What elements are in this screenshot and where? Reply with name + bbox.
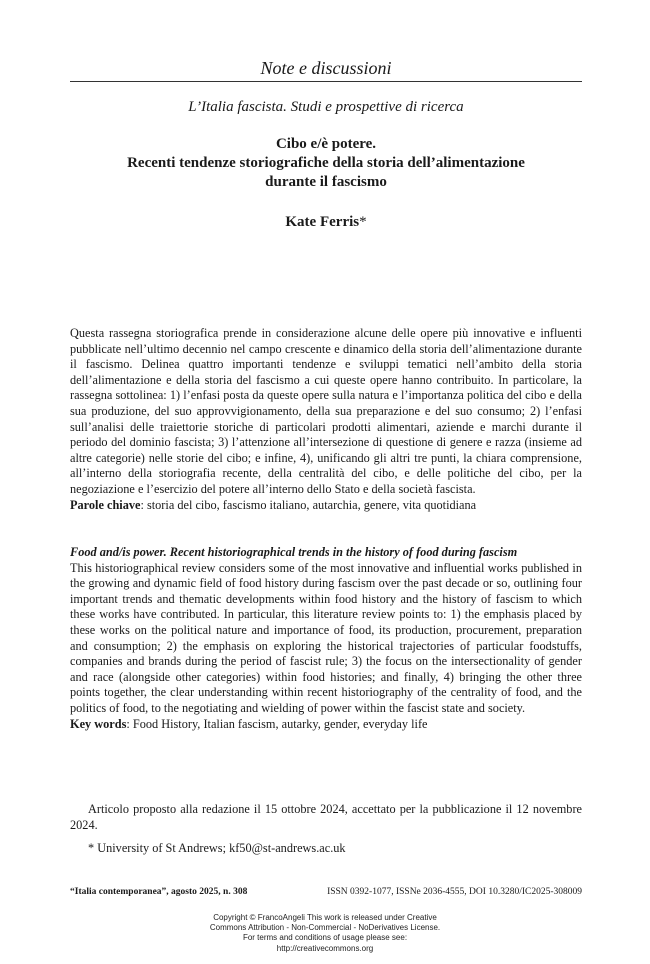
author-affiliation: * University of St Andrews; kf50@st-andrews.ac.uk (88, 841, 346, 856)
english-title: Food and/is power. Recent historiographical trends in the history of food during fascism (70, 545, 518, 559)
title-line-2: Recenti tendenze storiografiche della storia dell’alimentazione (127, 155, 525, 171)
keywords-italian-label: Parole chiave (70, 497, 141, 512)
keywords-english-values: : Food History, Italian fascism, autarky, gender, everyday life (126, 716, 428, 731)
license-line-2: Commons Attribution - Non-Commercial - NoDerivatives License. (209, 923, 441, 933)
section-heading: Note e discussioni (260, 58, 392, 78)
header-rule (70, 81, 582, 82)
journal-identifiers: ISSN 0392-1077, ISSNe 2036-4555, DOI 10.3280/IC2025-308009 (327, 887, 582, 897)
license-notice (125, 913, 525, 954)
title-line-3: durante il fascismo (265, 174, 387, 190)
journal-footer (70, 886, 582, 898)
keywords-italian (70, 498, 582, 514)
abstract-english-text: This historiographical review considers some of the most innovative and influential works published in the growing and dynamic field of food history during fascism over the past decade or so, outlining four important trends and thematic developments within food history and the history of fascism to which these works have contributed. In particular, this literature review points to: 1) the emphasis placed by these works on the political nature and importance of food, its production, procurement, preparation and consumption; 2) the emphasis on exploring the historical trajectories of particular foodstuffs, companies and brands during the period of fascist rule; 3) the focus on the intersectionality of gender and race (alongside other categories) within food histories; and finally, 4) bringing the other three points together, the clear understanding within recent historiography of the centrality of food, and the politics of food, to the negotiating and wielding of power within the fascist state and society. (70, 560, 582, 715)
author-footnote-mark[interactable]: * (359, 214, 367, 230)
series-title: L’Italia fascista. Studi e prospettive di ricerca (188, 99, 464, 115)
abstract-italian (70, 326, 582, 513)
journal-issue: “Italia contemporanea”, agosto 2025, n. 308 (70, 887, 248, 897)
abstract-italian-text: Questa rassegna storiografica prende in considerazione alcune delle opere più innovative e influenti pubblicate nell’ultimo decennio nel campo crescente e dinamico della storia dell’alimentazione durante il fascismo. Delinea quattro importanti tendenze e sviluppi tematici nell’ambito della storia dell’alimentazione e della storia del fascismo a cui queste opere hanno contribuito. In particolare, la rassegna sottolinea: 1) l’enfasi posta da queste opere sulla natura e l’importanza politica del cibo e della sua produzione, del suo approvvigionamento, della sua preparazione e del suo consumo; 2) l’enfasi sull’analisi delle traiettorie storiche di particolari prodotti alimentari, aziende e marchi durante il periodo del dominio fascista; 3) l’attenzione all’intersezione di questione di genere e razza (insieme ad altre categorie) nelle storie del cibo; e infine, 4), unificando gli altri tre punti, la chiara comprensione, all’interno della storiografia recente, della centralità del cibo, e delle politiche del cibo, per la negoziazione e l’esercizio del potere all’interno dello Stato e della società fascista. (70, 326, 582, 496)
article-author (70, 212, 582, 232)
article-title (70, 135, 582, 192)
keywords-english-label: Key words (70, 716, 127, 731)
license-line-3: For terms and conditions of usage please see: (242, 933, 408, 943)
title-line-1: Cibo e/è potere. (275, 136, 377, 152)
footnotes (70, 802, 582, 857)
keywords-italian-values: : storia del cibo, fascismo italiano, autarchia, genere, vita quotidiana (140, 497, 477, 512)
license-link[interactable]: http://creativecommons.org (276, 943, 374, 953)
abstract-english (70, 545, 582, 732)
license-line-1: Copyright © FrancoAngeli This work is released under Creative (213, 913, 437, 922)
submission-note: Articolo proposto alla redazione il 15 ottobre 2024, accettato per la pubblicazione il 12 novembre 2024. (70, 802, 582, 832)
keywords-english (70, 717, 582, 733)
author-name: Kate Ferris (285, 214, 360, 230)
